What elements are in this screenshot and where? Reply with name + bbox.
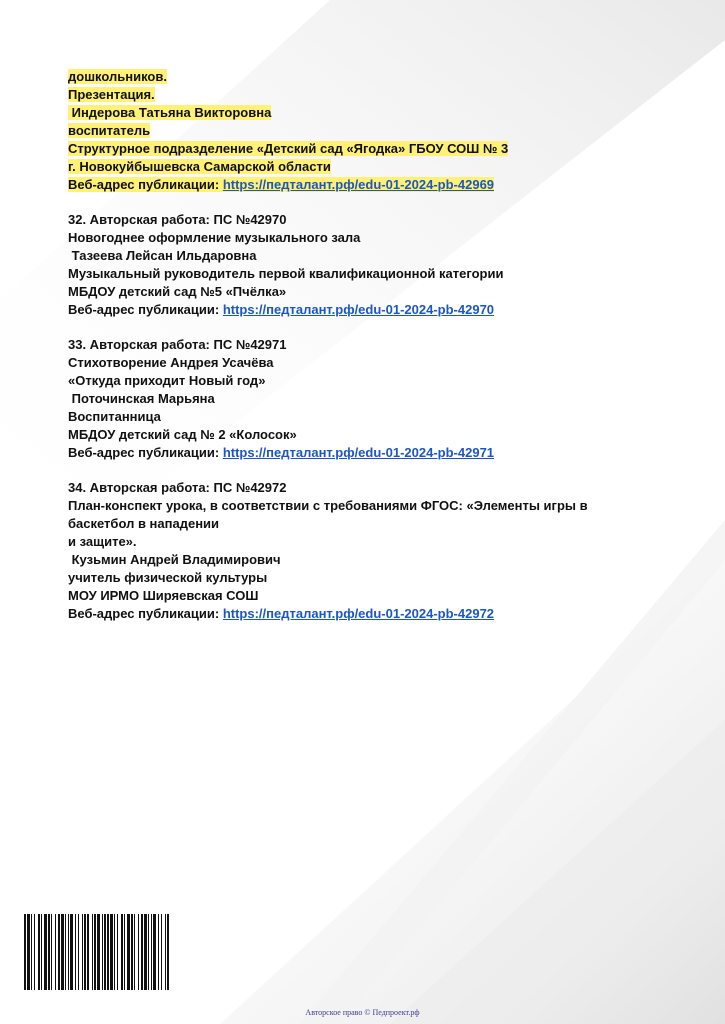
barcode-bar — [138, 914, 139, 990]
author-name: Индерова Татьяна Викторовна — [68, 105, 272, 120]
barcode-bar — [48, 914, 50, 990]
publication-link[interactable]: https://педталант.рф/edu-01-2024-pb-42971 — [222, 445, 495, 460]
url-label: Веб-адрес публикации: — [68, 606, 223, 621]
barcode-bar — [127, 914, 130, 990]
author-name: Тазеева Лейсан Ильдаровна — [68, 248, 257, 263]
author-position: учитель физической культуры — [68, 570, 268, 585]
barcode — [24, 914, 172, 990]
barcode-bar — [141, 914, 143, 990]
barcode-bar — [124, 914, 125, 990]
barcode-bar — [167, 914, 169, 990]
barcode-bar — [24, 914, 26, 990]
entry-34 — [68, 479, 638, 623]
author-position: Воспитанница — [68, 409, 161, 424]
barcode-bar — [78, 914, 79, 990]
organization: Структурное подразделение «Детский сад «Ягодка» ГБОУ СОШ № 3 — [68, 141, 509, 156]
author-position: Музыкальный руководитель первой квалификационной категории — [68, 266, 504, 281]
barcode-bar — [51, 914, 52, 990]
entry-text-line: Презентация. — [68, 87, 155, 102]
barcode-bar — [144, 914, 147, 990]
barcode-bar — [153, 914, 156, 990]
publication-list — [68, 68, 638, 623]
barcode-bar — [114, 914, 115, 990]
publication-link[interactable]: https://педталант.рф/edu-01-2024-pb-42969 — [222, 177, 495, 192]
publication-link[interactable]: https://педталант.рф/edu-01-2024-pb-42970 — [222, 302, 495, 317]
entry-title: «Откуда приходит Новый год» — [68, 373, 266, 388]
barcode-bar — [134, 914, 135, 990]
copyright-footer: Авторское право © Педпроект.рф — [305, 1008, 420, 1017]
organization-city: г. Новокуйбышевска Самарской области — [68, 159, 331, 174]
barcode-bar — [34, 914, 35, 990]
entry-heading: 34. Авторская работа: ПС №42972 — [68, 480, 287, 495]
barcode-bar — [110, 914, 113, 990]
publication-link[interactable]: https://педталант.рф/edu-01-2024-pb-42972 — [222, 606, 495, 621]
barcode-bar — [82, 914, 83, 990]
barcode-bar — [92, 914, 93, 990]
organization: МБДОУ детский сад №5 «Пчёлка» — [68, 284, 287, 299]
barcode-bar — [104, 914, 106, 990]
entry-32 — [68, 211, 638, 319]
barcode-bar — [75, 914, 76, 990]
url-label: Веб-адрес публикации: — [68, 177, 223, 192]
entry-title: Стихотворение Андрея Усачёва — [68, 355, 274, 370]
organization: МОУ ИРМО Ширяевская СОШ — [68, 588, 259, 603]
entry-heading: 32. Авторская работа: ПС №42970 — [68, 212, 287, 227]
barcode-bar — [41, 914, 42, 990]
author-name: Кузьмин Андрей Владимирович — [68, 552, 281, 567]
barcode-bar — [102, 914, 103, 990]
barcode-bar — [68, 914, 69, 990]
organization: МБДОУ детский сад № 2 «Колосок» — [68, 427, 297, 442]
barcode-bar — [94, 914, 96, 990]
barcode-bar — [97, 914, 100, 990]
barcode-bar — [151, 914, 152, 990]
barcode-bar — [107, 914, 109, 990]
barcode-bar — [61, 914, 64, 990]
entry-title: Новогоднее оформление музыкального зала — [68, 230, 361, 245]
entry-title: План-конспект урока, в соответствии с требованиями ФГОС: «Элементы игры в баскетбол в нападении — [68, 498, 588, 531]
barcode-bar — [165, 914, 166, 990]
barcode-bar — [117, 914, 118, 990]
url-label: Веб-адрес публикации: — [68, 445, 223, 460]
barcode-bar — [31, 914, 32, 990]
barcode-bar — [44, 914, 47, 990]
barcode-bar — [84, 914, 86, 990]
barcode-bar — [70, 914, 73, 990]
barcode-bar — [55, 914, 56, 990]
author-position: воспитатель — [68, 123, 151, 138]
url-label: Веб-адрес публикации: — [68, 302, 223, 317]
barcode-bar — [38, 914, 40, 990]
entry-33 — [68, 336, 638, 462]
entry-text-line: дошкольников. — [68, 69, 167, 84]
barcode-bar — [131, 914, 133, 990]
barcode-bar — [65, 914, 66, 990]
author-name: Поточинская Марьяна — [68, 391, 215, 406]
barcode-bar — [87, 914, 89, 990]
barcode-bar — [158, 914, 159, 990]
barcode-bar — [121, 914, 123, 990]
barcode-bar — [58, 914, 60, 990]
entry-title: и защите». — [68, 534, 137, 549]
barcode-bar — [27, 914, 30, 990]
entry-31-continuation — [68, 68, 638, 194]
barcode-bar — [161, 914, 162, 990]
barcode-bar — [148, 914, 149, 990]
entry-heading: 33. Авторская работа: ПС №42971 — [68, 337, 287, 352]
